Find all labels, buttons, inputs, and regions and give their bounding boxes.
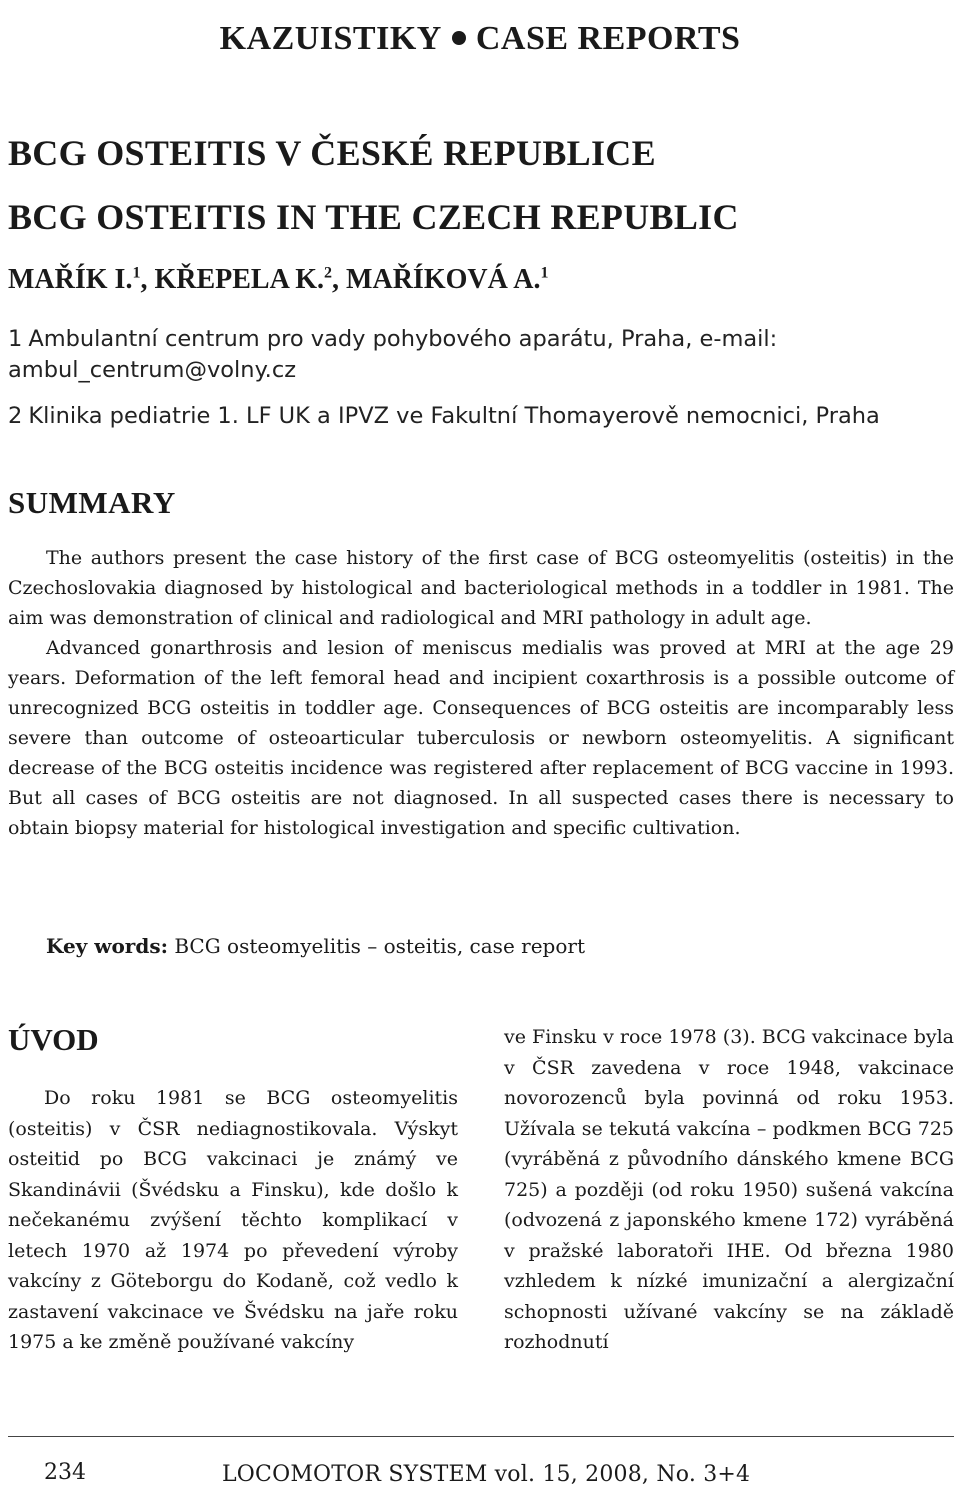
keywords-label: Key words: (46, 934, 168, 958)
intro-column-left (8, 1083, 458, 1358)
intro-paragraph: ve Finsku v roce 1978 (3). BCG vakcinace byla v ČSR zavedena v roce 1948, vakcinace novorozenců byla povinná od roku 1953. Užívala se tekutá vakcína – podkmen BCG 725 (vyráběná z původního dánského kmene BCG 725) a později (od roku 1950) sušená vakcína (odvozená z japonského kmene 172) vyráběná v pražské laboratoři IHE. Od března 1980 vzhledem k nízké imunizační a alergizační schopnosti užívané vakcíny se na základě rozhodnutí (504, 1026, 954, 1353)
footer-divider (8, 1436, 954, 1437)
affiliation-text: Klinika pediatrie 1. LF UK a IPVZ ve Fakultní Thomayerově nemocnici, Praha (28, 403, 880, 429)
article-title-en: BCG OSTEITIS IN THE CZECH REPUBLIC (8, 197, 739, 237)
intro-heading: ÚVOD (8, 1022, 99, 1057)
author-name: MAŘÍK I. (8, 264, 133, 295)
section-header-cz: KAZUISTIKY (219, 20, 442, 57)
affiliation-text: Ambulantní centrum pro vady pohybového aparátu, Praha, e-mail: ambul_centrum@volny.cz (8, 326, 778, 383)
keywords (46, 934, 585, 958)
section-header (0, 20, 960, 58)
author-affiliation-mark: 1 (540, 264, 549, 282)
article-title-cz: BCG OSTEITIS V ČESKÉ REPUBLICE (8, 133, 656, 173)
affiliation-number: 2 (8, 403, 23, 429)
journal-citation: LOCOMOTOR SYSTEM vol. 15, 2008, No. 3+4 (222, 1462, 751, 1487)
affiliation-number: 1 (8, 326, 23, 352)
summary-heading: SUMMARY (8, 485, 176, 520)
page-number: 234 (44, 1460, 86, 1485)
author-list: MAŘÍK I.$^1$, KŘEPELA K.$^2$, MAŘÍKOVÁ A.$^1$ (8, 264, 549, 295)
author-affiliation-mark: 2 (324, 264, 333, 282)
section-header-en: CASE REPORTS (475, 20, 741, 57)
affiliation-2 (8, 401, 953, 432)
summary-body (8, 543, 954, 843)
author-name: MAŘÍKOVÁ A. (346, 264, 541, 295)
summary-paragraph: The authors present the case history of the first case of BCG osteomyelitis (osteitis) in the Czechoslovakia diagnosed by histological and bacteriological methods in a toddler in 1981. The aim was demonstration of clinical and radiological and MRI pathology in adult age. (8, 547, 954, 629)
intro-column-right (504, 1022, 954, 1358)
author-name: KŘEPELA K. (154, 264, 325, 295)
intro-paragraph: Do roku 1981 se BCG osteomyelitis (osteitis) v ČSR nediagnostikovala. Výskyt osteitid po BCG vakcinaci je známý ve Skandinávii (Švédsku a Finsku), kde došlo k nečekanému zvýšení těchto komplikací v letech 1970 až 1974 po převedení výroby vakcíny z Göteborgu do Kodaně, což vedlo k zastavení vakcinace ve Švédsku na jaře roku 1975 a ke změně používané vakcíny (8, 1087, 458, 1353)
summary-paragraph: Advanced gonarthrosis and lesion of meniscus medialis was proved at MRI at the age 29 years. Deformation of the left femoral head and incipient coxarthrosis is a possible outcome of unrecognized BCG osteitis in toddler age. Consequences of BCG osteitis are incomparably less severe than outcome of osteoarticular tuberculosis or newborn osteomyelitis. A significant decrease of the BCG osteitis incidence was registered after replacement of BCG vaccine in 1993. But all cases of BCG osteitis are not diagnosed. In all suspected cases there is necessary to obtain biopsy material for histological investigation and specific cultivation. (8, 637, 954, 839)
bullet-icon (452, 31, 466, 45)
author-affiliation-mark: 1 (132, 264, 141, 282)
keywords-text: BCG osteomyelitis – osteitis, case report (174, 934, 585, 958)
affiliation-1 (8, 324, 953, 386)
